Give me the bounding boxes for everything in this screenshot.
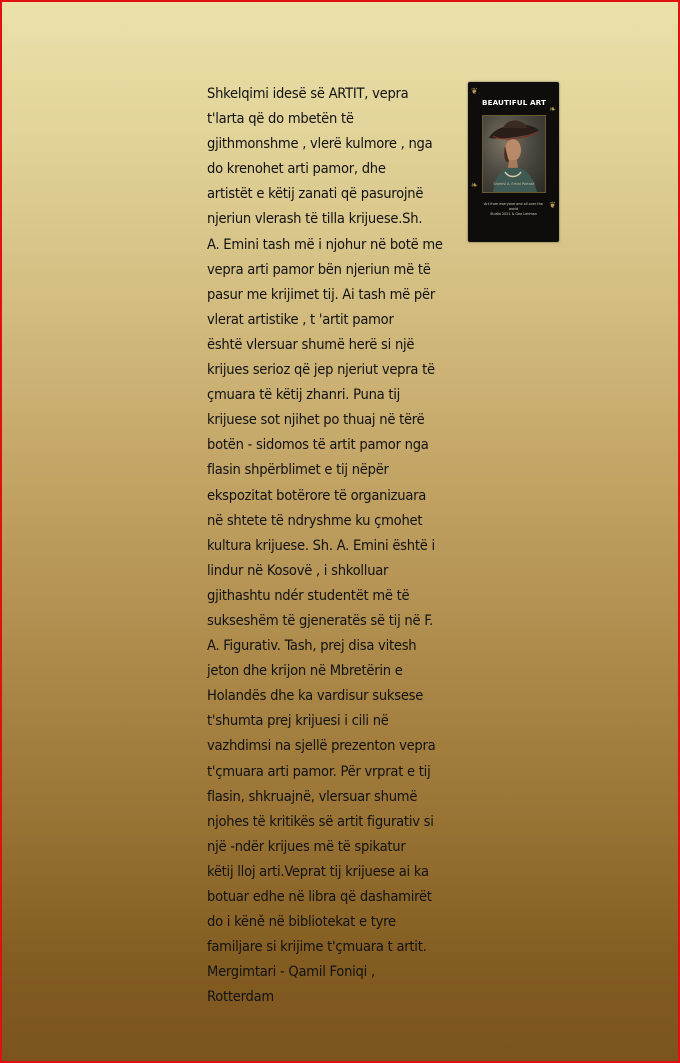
ornament-swirl-icon: ❧	[549, 105, 556, 115]
book-subtitle-line-1: Art from everyone and all over the	[484, 202, 543, 206]
painting-caption: Shemsi A. Emini Portrait	[493, 182, 535, 186]
ornament-swirl-icon: ❦	[471, 87, 478, 97]
article-text: Shkelqimi idesë së ARTIT, vepra t'larta që do mbetën të gjithmonshme , vlerë kulmore , nga do krenohet arti pamor, dhe artistët e këtij zanati që pasurojnë njeriun vlerash të tilla krijuese.Sh. A. Emini tash më i njohur në botë me vepra arti pamor bën njeriun më të pasur me krijimet tij. Ai tash më për vlerat artistike , t 'artit pamor është vlersuar shumë herë si një krijues serioz që jep njeriut vepra të çmuara të këtij zhanri. Puna tij krijuese sot njihet po thuaj në tërë botën - sidomos të artit pamor nga flasin shpërblimet e tij nëpër ekspozitat botërore të organizuara në shtete të ndryshme ku çmohet kultura krijuese. Sh. A. Emini është i lindur në Kosovë , i shkolluar gjithashtu ndér studentët më të sukseshëm të gjeneratës së tij në F. A. Figurativ. Tash, prej disa vitesh jeton dhe krijon në Mbretërin e Holandës dhe ka vardisur suksese t'shumta prej krijuesi i cili në vazhdimsi na sjellë prezenton vepra t'çmuara arti pamor. Për vrprat e tij flasin, shkruajnë, vlersuar shumë njohes të kritikës së artit figurativ si një -ndër krijues më të spikatur këtij lloj arti.Veprat tij krijuese ai ka botuar edhe në libra që dashamirët do i këně në bibliotekat e tyre familjare si krijime t'çmuara t artit. Mergimtari - Qamil Foniqi , Rotterdam	[207, 85, 443, 1006]
portrait-painting	[482, 115, 546, 193]
ornament-swirl-icon: ❦	[549, 201, 556, 211]
book-cover-image	[468, 82, 559, 242]
book-subtitle-line-3: Studio 2021 & Geo Lehman	[490, 212, 537, 216]
book-subtitle-line-2: world	[508, 207, 519, 211]
ornament-swirl-icon: ❧	[471, 181, 478, 191]
portrait-illustration	[483, 116, 545, 192]
book-title: BEAUTIFUL ART	[482, 98, 546, 107]
